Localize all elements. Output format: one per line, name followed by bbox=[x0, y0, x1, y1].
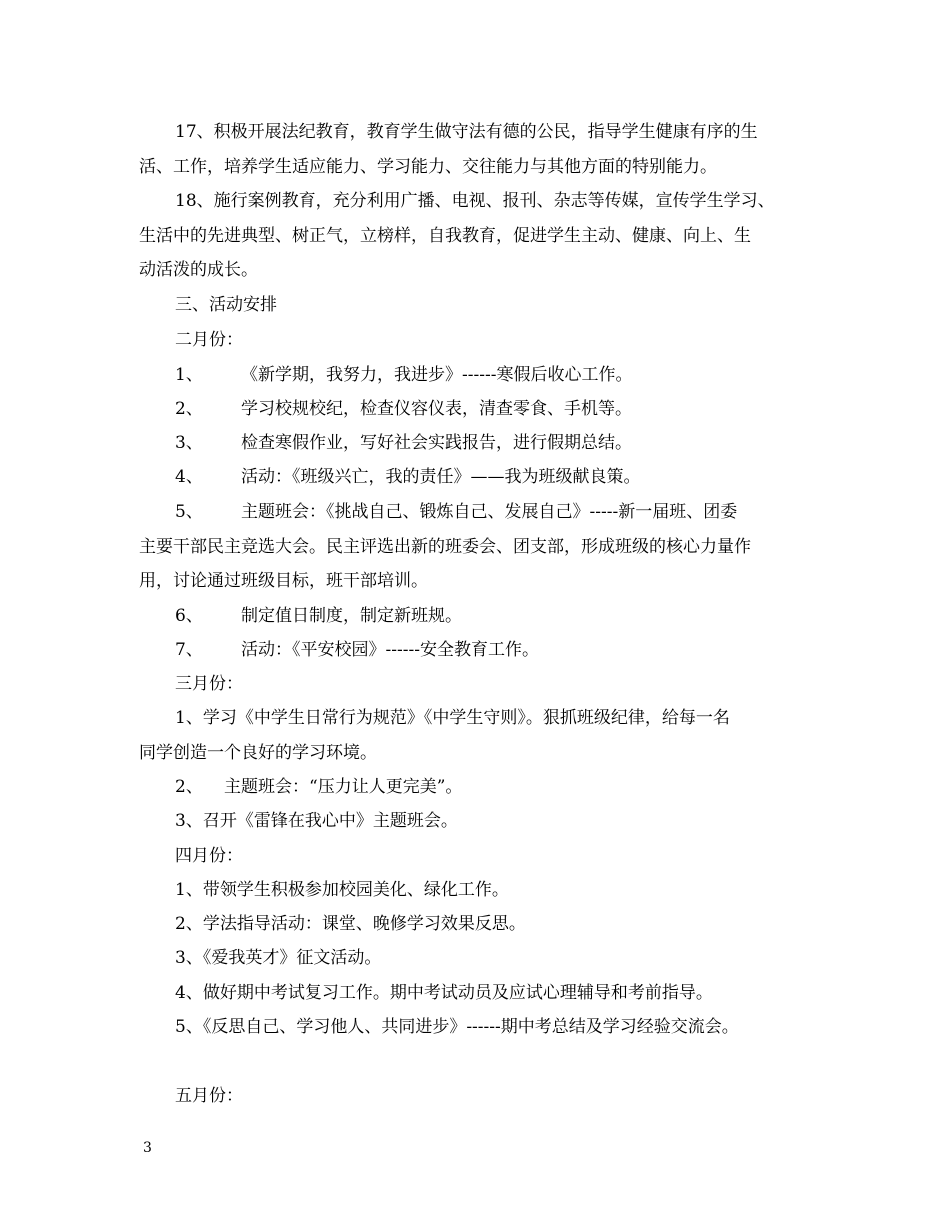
feb-item-1-text: 《新学期，我努力，我进步》------寒假后收心工作。 bbox=[241, 365, 633, 385]
apr-item-5: 5、《反思自己、学习他人、共同进步》------期中考总结及学习经验交流会。 bbox=[175, 1017, 739, 1037]
mar-item-1: 1、学习《中学生日常行为规范》《中学生守则》。狠抓班级纪律，给每一名 bbox=[175, 708, 730, 728]
paragraph-18-line3: 动活泼的成长。 bbox=[139, 260, 258, 280]
feb-item-5-continuation-1: 主要干部民主竞选大会。民主评选出新的班委会、团支部，形成班级的核心力量作 bbox=[139, 537, 751, 557]
apr-item-1: 1、带领学生积极参加校园美化、绿化工作。 bbox=[175, 880, 509, 900]
month-heading-february: 二月份： bbox=[175, 330, 243, 350]
feb-item-5-text: 主题班会：《挑战自己、锻炼自己、发展自己》-----新一届班、团委 bbox=[241, 502, 738, 522]
mar-item-2-text: 主题班会：“压力让人更完美”。 bbox=[224, 777, 463, 797]
feb-item-6-number: 6、 bbox=[175, 606, 203, 626]
month-heading-april: 四月份： bbox=[175, 846, 243, 866]
feb-item-6-text: 制定值日制度，制定新班规。 bbox=[241, 606, 462, 626]
mar-item-2-number: 2、 bbox=[175, 777, 203, 797]
feb-item-7-number: 7、 bbox=[175, 640, 203, 660]
feb-item-4-text: 活动：《班级兴亡，我的责任》——我为班级献良策。 bbox=[241, 467, 641, 487]
feb-item-7-text: 活动：《平安校园》------安全教育工作。 bbox=[241, 640, 539, 660]
feb-item-1-number: 1、 bbox=[175, 365, 203, 385]
feb-item-5-continuation-2: 用，讨论通过班级目标，班干部培训。 bbox=[139, 571, 428, 591]
apr-item-3: 3、《爱我英才》征文活动。 bbox=[175, 948, 382, 968]
apr-item-2: 2、学法指导活动：课堂、晚修学习效果反思。 bbox=[175, 914, 526, 934]
page-number: 3 bbox=[143, 1140, 152, 1156]
paragraph-17-line1: 17、积极开展法纪教育，教育学生做守法有德的公民，指导学生健康有序的生 bbox=[175, 122, 758, 142]
apr-item-4: 4、做好期中考试复习工作。期中考试动员及应试心理辅导和考前指导。 bbox=[175, 983, 713, 1003]
mar-item-1-continuation: 同学创造一个良好的学习环境。 bbox=[139, 743, 377, 763]
mar-item-3: 3、召开《雷锋在我心中》主题班会。 bbox=[175, 811, 458, 831]
feb-item-3-number: 3、 bbox=[175, 433, 203, 453]
paragraph-18-line1: 18、施行案例教育，充分利用广播、电视、报刊、杂志等传媒，宣传学生学习、 bbox=[175, 191, 775, 211]
paragraph-18-line2: 生活中的先进典型、树正气，立榜样，自我教育，促进学生主动、健康、向上、生 bbox=[139, 226, 751, 246]
section-heading-activities: 三、活动安排 bbox=[175, 295, 277, 315]
feb-item-4-number: 4、 bbox=[175, 467, 203, 487]
feb-item-5-number: 5、 bbox=[175, 502, 203, 522]
month-heading-march: 三月份： bbox=[175, 674, 243, 694]
feb-item-2-number: 2、 bbox=[175, 399, 203, 419]
paragraph-17-line2: 活、工作，培养学生适应能力、学习能力、交往能力与其他方面的特别能力。 bbox=[139, 157, 717, 177]
month-heading-may: 五月份： bbox=[175, 1086, 243, 1106]
feb-item-2-text: 学习校规校纪，检查仪容仪表，清查零食、手机等。 bbox=[241, 399, 632, 419]
feb-item-3-text: 检查寒假作业，写好社会实践报告，进行假期总结。 bbox=[241, 433, 632, 453]
